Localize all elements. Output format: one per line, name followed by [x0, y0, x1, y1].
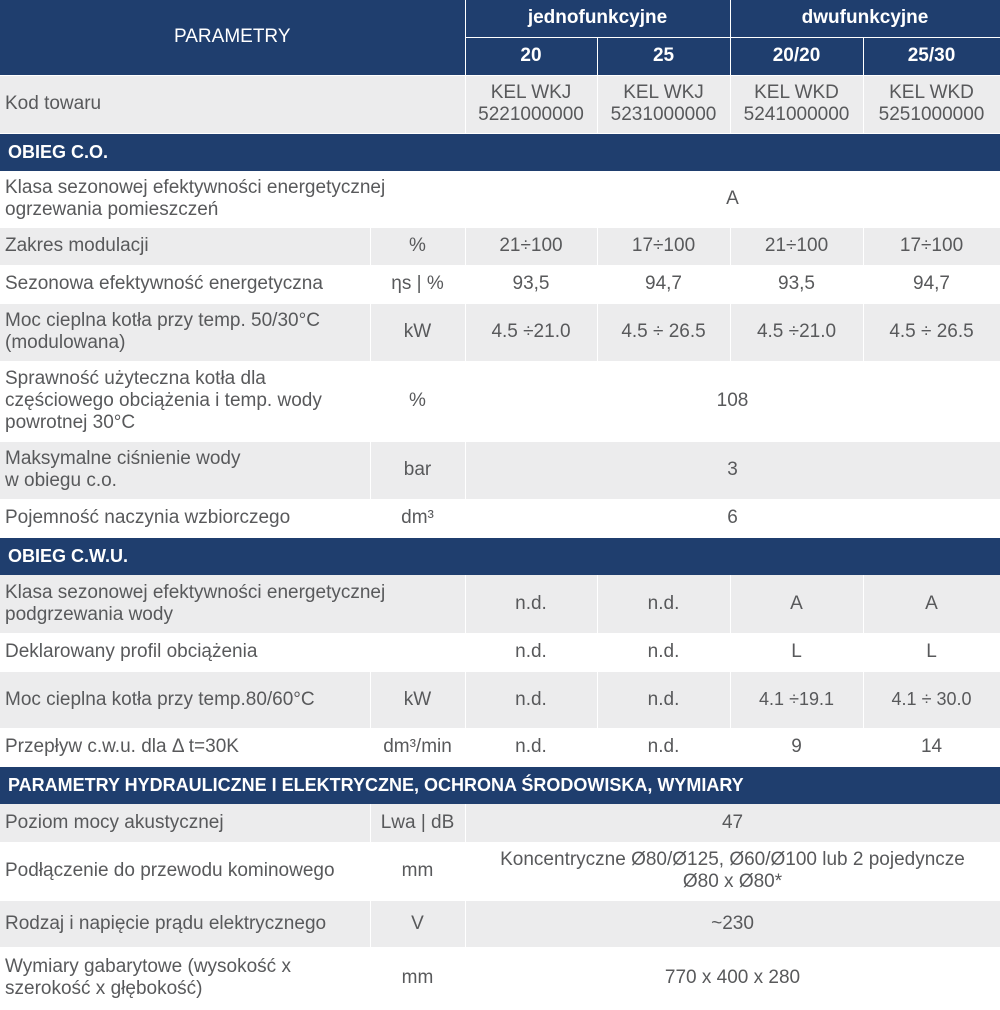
row-unit: mm — [370, 947, 465, 1009]
row-label: Kod towaru — [0, 75, 465, 133]
cell-value: n.d. — [597, 633, 730, 671]
cell-value: ~230 — [465, 900, 1000, 947]
row-label: Pojemność naczynia wzbiorczego — [0, 499, 370, 537]
row-unit: kW — [370, 303, 465, 361]
row-unit: bar — [370, 441, 465, 499]
cell-value: Koncentryczne Ø80/Ø125, Ø60/Ø100 lub 2 pojedyncze Ø80 x Ø80* — [465, 842, 1000, 900]
row-unit: Lwa | dB — [370, 804, 465, 842]
product-code: KEL WKD 5251000000 — [863, 75, 1000, 133]
row-unit: mm — [370, 842, 465, 900]
row-unit: ηs | % — [370, 265, 465, 303]
cell-value: n.d. — [465, 671, 597, 728]
table-row — [0, 804, 1000, 842]
row-unit: dm³/min — [370, 728, 465, 766]
row-label: Sezonowa efektywność energetyczna — [0, 265, 370, 303]
table-row — [0, 227, 1000, 265]
cell-value: 770 x 400 x 280 — [465, 947, 1000, 1009]
table-row — [0, 75, 1000, 133]
cell-value: 4.1 ÷ 30.0 — [863, 671, 1000, 728]
header-parameters: PARAMETRY — [0, 0, 465, 75]
cell-value: 17÷100 — [597, 227, 730, 265]
cell-value: n.d. — [597, 728, 730, 766]
row-unit: V — [370, 900, 465, 947]
header-group-single: jednofunkcyjne — [465, 0, 730, 37]
row-label: Klasa sezonowej efektywności energetycznej podgrzewania wody — [0, 575, 465, 633]
cell-value: 3 — [465, 441, 1000, 499]
cell-value: 4.5 ÷21.0 — [465, 303, 597, 361]
table-row — [0, 441, 1000, 499]
cell-value: n.d. — [597, 575, 730, 633]
cell-value: A — [465, 171, 1000, 227]
cell-value: n.d. — [465, 728, 597, 766]
row-label: Rodzaj i napięcie prądu elektrycznego — [0, 900, 370, 947]
table-row — [0, 633, 1000, 671]
cell-value: 6 — [465, 499, 1000, 537]
table-row — [0, 728, 1000, 766]
cell-value: 21÷100 — [730, 227, 863, 265]
cell-value: 47 — [465, 804, 1000, 842]
row-unit: dm³ — [370, 499, 465, 537]
product-code: KEL WKJ 5221000000 — [465, 75, 597, 133]
section-heading — [0, 537, 1000, 575]
table-row — [0, 671, 1000, 728]
table-row — [0, 947, 1000, 1009]
table-row — [0, 361, 1000, 441]
row-label: Podłączenie do przewodu kominowego — [0, 842, 370, 900]
cell-value: 4.5 ÷ 26.5 — [597, 303, 730, 361]
cell-value: 17÷100 — [863, 227, 1000, 265]
header-model: 25 — [597, 37, 730, 75]
table-row — [0, 171, 1000, 227]
row-unit: % — [370, 227, 465, 265]
cell-value: 9 — [730, 728, 863, 766]
row-label: Sprawność użyteczna kotła dla częściowego obciążenia i temp. wody powrotnej 30°C — [0, 361, 370, 441]
cell-value: L — [730, 633, 863, 671]
row-label: Moc cieplna kotła przy temp. 50/30°C (modulowana) — [0, 303, 370, 361]
row-label: Poziom mocy akustycznej — [0, 804, 370, 842]
table-row — [0, 303, 1000, 361]
row-label: Maksymalne ciśnienie wody w obiegu c.o. — [0, 441, 370, 499]
section-heading — [0, 133, 1000, 171]
row-label: Wymiary gabarytowe (wysokość x szerokość x głębokość) — [0, 947, 370, 1009]
cell-value: 108 — [465, 361, 1000, 441]
table-row — [0, 575, 1000, 633]
section-title: OBIEG C.O. — [0, 133, 1000, 171]
section-heading — [0, 766, 1000, 804]
row-unit: kW — [370, 671, 465, 728]
cell-value: 4.1 ÷19.1 — [730, 671, 863, 728]
section-title: PARAMETRY HYDRAULICZNE I ELEKTRYCZNE, OCHRONA ŚRODOWISKA, WYMIARY — [0, 766, 1000, 804]
table-row — [0, 842, 1000, 900]
cell-value: 4.5 ÷ 26.5 — [863, 303, 1000, 361]
cell-value: A — [730, 575, 863, 633]
cell-value: L — [863, 633, 1000, 671]
cell-value: n.d. — [597, 671, 730, 728]
table-row — [0, 265, 1000, 303]
cell-value: 93,5 — [730, 265, 863, 303]
header-model: 20 — [465, 37, 597, 75]
cell-value: 21÷100 — [465, 227, 597, 265]
cell-value: 94,7 — [597, 265, 730, 303]
product-code: KEL WKJ 5231000000 — [597, 75, 730, 133]
row-label: Deklarowany profil obciążenia — [0, 633, 465, 671]
table-row — [0, 900, 1000, 947]
header-model: 25/30 — [863, 37, 1000, 75]
cell-value: 14 — [863, 728, 1000, 766]
section-title: OBIEG C.W.U. — [0, 537, 1000, 575]
cell-value: 94,7 — [863, 265, 1000, 303]
row-label: Zakres modulacji — [0, 227, 370, 265]
cell-value: n.d. — [465, 575, 597, 633]
table-row — [0, 499, 1000, 537]
cell-value: 4.5 ÷21.0 — [730, 303, 863, 361]
header-group-dual: dwufunkcyjne — [730, 0, 1000, 37]
cell-value: n.d. — [465, 633, 597, 671]
header-model: 20/20 — [730, 37, 863, 75]
product-code: KEL WKD 5241000000 — [730, 75, 863, 133]
row-label: Przepływ c.w.u. dla Δ t=30K — [0, 728, 370, 766]
row-unit: % — [370, 361, 465, 441]
cell-value: 93,5 — [465, 265, 597, 303]
row-label: Klasa sezonowej efektywności energetycznej ogrzewania pomieszczeń — [0, 171, 465, 227]
cell-value: A — [863, 575, 1000, 633]
row-label: Moc cieplna kotła przy temp.80/60°C — [0, 671, 370, 728]
